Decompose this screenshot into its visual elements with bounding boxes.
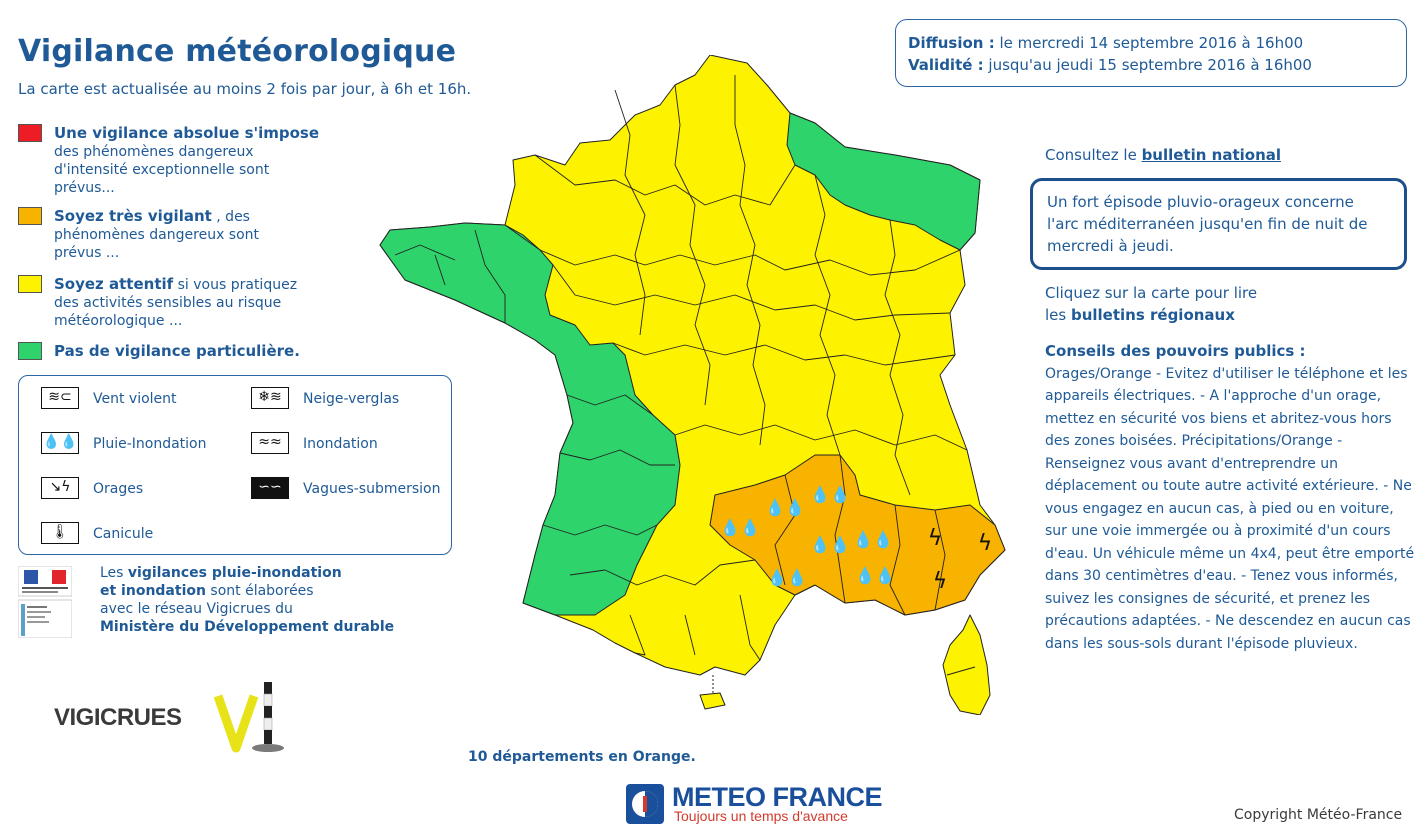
phenomenon-label: Pluie-Inondation xyxy=(93,436,207,452)
rain-flood-icon: 💧💧 xyxy=(855,566,895,585)
thunderstorm-icon: ϟ xyxy=(977,531,993,556)
phenomenon-label: Orages xyxy=(93,481,144,497)
phenomenon-label: Inondation xyxy=(303,436,378,452)
rain-flood-icon: 💧💧 xyxy=(810,485,850,504)
ministry-logo xyxy=(18,566,72,638)
legend-green-title: Pas de vigilance particulière. xyxy=(54,342,300,360)
rain-flood-icon: 💧💧 xyxy=(765,498,805,517)
diffusion-date: le mercredi 14 septembre 2016 à 16h00 xyxy=(994,34,1304,52)
regional-bulletins-link[interactable]: bulletins régionaux xyxy=(1070,306,1235,324)
vigi-text: sont élaborées xyxy=(205,583,314,599)
legend-orange-title: Soyez très vigilant xyxy=(54,207,212,225)
page-title: Vigilance météorologique xyxy=(18,34,457,69)
national-prefix: Consultez le xyxy=(1045,146,1142,164)
legend-green xyxy=(18,342,338,361)
map-corsica[interactable] xyxy=(943,615,990,715)
rain-flood-icon: 💧💧 xyxy=(810,535,850,554)
orange-swatch xyxy=(18,207,42,225)
snow-ice-icon: ❄≋ xyxy=(251,387,289,409)
validity-label: Validité : xyxy=(908,56,984,74)
orange-count: 10 départements en Orange. xyxy=(468,749,696,765)
update-frequency-note: La carte est actualisée au moins 2 fois par jour, à 6h et 16h. xyxy=(18,80,472,98)
vigicrues-logo[interactable]: VIGICRUES xyxy=(54,704,182,731)
vigi-text-bold: et inondation xyxy=(100,583,206,599)
advice-text: Orages/Orange - Evitez d'utiliser le téléphone et les appareils électriques. - A l'approche d'un orage, mettez en sécurité vos biens et abritez-vous hors des zones boisées. Précipitations/Orange - Renseignez vous avant d'entreprendre un déplacement ou toute autre activité extérieure. - Ne vous engagez en aucun cas, à pied ou en voiture, sur une voie immergée ou à proximité d'un cours d'eau. Un véhicule même un 4x4, peut être emporté dans 30 centimètres d'eau. - Tenez vous informés, suivez les consignes de sécurité, et prenez les précautions adaptées. - Ne descendez en aucun cas dans les sous-sols durant l'épisode pluvieux. xyxy=(1045,365,1415,652)
rain-flood-icon: 💧💧 xyxy=(41,432,79,454)
diffusion-label: Diffusion : xyxy=(908,34,995,52)
wind-icon: ≋⊂ xyxy=(41,387,79,409)
legend-yellow-text: si vous pratiquez des activités sensibles au risque météorologique ... xyxy=(54,277,298,329)
map-andorra[interactable] xyxy=(700,693,725,709)
legend-red-text: des phénomènes dangereux d'intensité exceptionnelle sont prévus... xyxy=(54,144,270,196)
phenomenon-label: Vent violent xyxy=(93,391,177,407)
legend-red xyxy=(18,124,338,197)
heatwave-icon: 🌡 xyxy=(41,522,79,544)
france-map[interactable] xyxy=(375,55,1015,715)
legend-yellow-title: Soyez attentif xyxy=(54,275,174,293)
validity-date: jusqu'au jeudi 15 septembre 2016 à 16h00 xyxy=(983,56,1312,74)
thunderstorm-icon: ϟ xyxy=(927,526,943,551)
rain-flood-icon: 💧💧 xyxy=(767,568,807,587)
vigilance-map[interactable] xyxy=(375,55,1015,715)
phenomenon-label: Neige-verglas xyxy=(303,391,400,407)
national-bulletin-link[interactable]: bulletin national xyxy=(1141,146,1282,164)
vigi-text: Les xyxy=(100,565,128,581)
yellow-swatch xyxy=(18,275,42,293)
meteo-france-slogan: Toujours un temps d'avance xyxy=(674,808,848,824)
regional-bulletins-line xyxy=(1045,282,1395,326)
alert-summary: Un fort épisode pluvio-orageux concerne l'arc méditerranéen jusqu'en fin de nuit de mercredi à jeudi. xyxy=(1030,178,1407,270)
thunderstorm-icon: ϟ xyxy=(932,569,948,594)
advice-heading: Conseils des pouvoirs publics : xyxy=(1045,342,1306,360)
national-bulletin-line xyxy=(1045,146,1395,164)
vigicrues-emblem xyxy=(214,678,294,760)
rain-flood-icon: 💧💧 xyxy=(853,530,893,549)
red-swatch xyxy=(18,124,42,142)
vigi-text-bold: vigilances pluie-inondation xyxy=(127,565,342,581)
regional-text: les xyxy=(1045,306,1071,324)
meteo-france-logo xyxy=(626,784,664,828)
ministry-name: Ministère du Développement durable xyxy=(100,619,395,635)
waves-icon: ∽∽ xyxy=(251,477,289,499)
legend-yellow xyxy=(18,275,338,330)
flood-icon: ≈≈ xyxy=(251,432,289,454)
meteo-france-brand: METEO FRANCE xyxy=(672,782,882,812)
legend-red-title: Une vigilance absolue s'impose xyxy=(54,124,320,142)
legend-orange-text: , des phénomènes dangereux sont prévus ... xyxy=(54,209,260,261)
phenomenon-label: Canicule xyxy=(93,526,154,542)
public-advice xyxy=(1045,340,1415,655)
thunderstorm-icon: ↘ϟ xyxy=(41,477,79,499)
rain-flood-icon: 💧💧 xyxy=(720,518,760,537)
regional-text: Cliquez sur la carte pour lire xyxy=(1045,284,1258,302)
legend-orange xyxy=(18,207,338,262)
copyright: Copyright Météo-France xyxy=(1234,807,1403,823)
vigi-text: avec le réseau Vigicrues du xyxy=(100,601,293,617)
phenomenon-label: Vagues-submersion xyxy=(303,481,441,497)
green-swatch xyxy=(18,342,42,360)
